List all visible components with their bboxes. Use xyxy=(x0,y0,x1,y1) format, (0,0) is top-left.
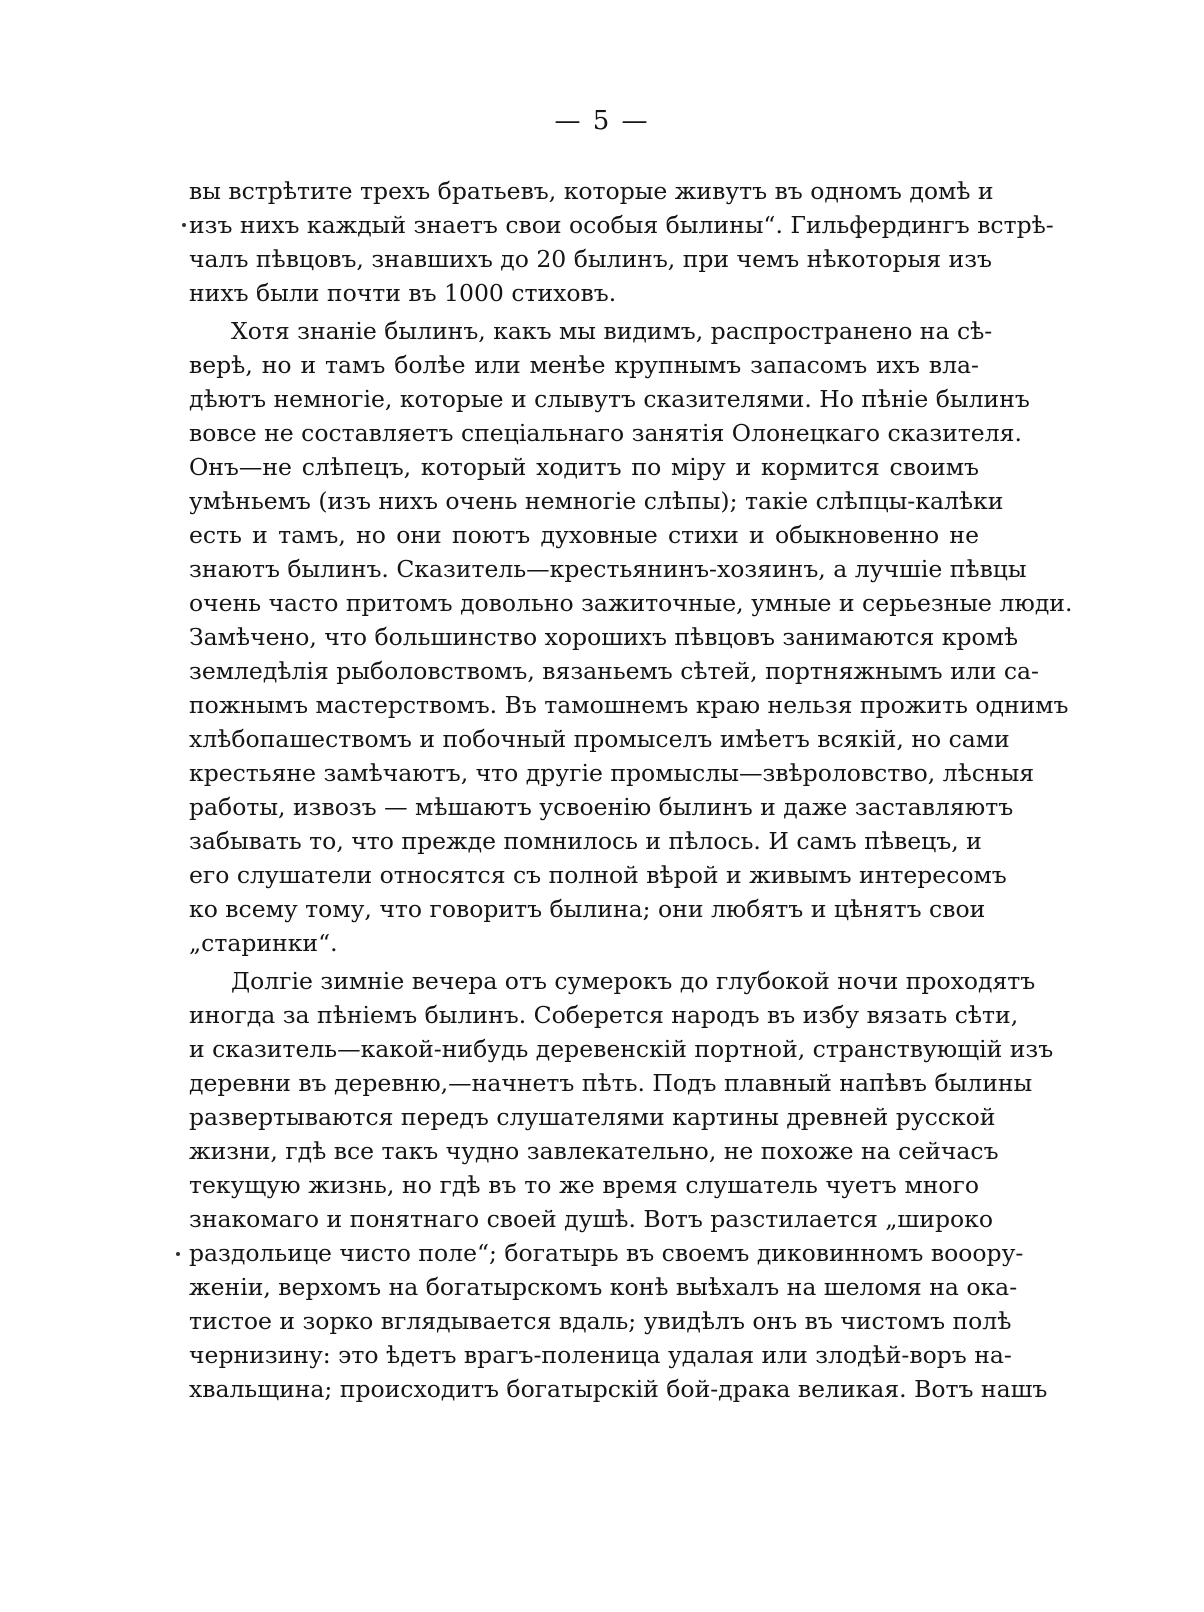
body-text xyxy=(189,174,1073,1406)
text-line: хлѣбопашествомъ и побочный промыселъ имѣетъ всякій, но сами xyxy=(189,725,1010,753)
text-line: „старинки“. xyxy=(189,929,338,957)
text-line: верѣ, но и тамъ болѣе или менѣе крупнымъ запасомъ ихъ вла- xyxy=(189,351,979,379)
text-line: жизни, гдѣ все такъ чудно завлекательно, не похоже на сейчасъ xyxy=(189,1137,999,1165)
text-line: раздольице чисто поле“; богатырь въ своемъ диковинномъ вооору- xyxy=(189,1239,1024,1267)
text-line: вовсе не составляетъ спеціальнаго занятія Олонецкаго сказителя. xyxy=(189,419,1022,447)
text-line: земледѣлія рыболовствомъ, вязаньемъ сѣтей, портняжнымъ или са- xyxy=(189,657,1039,685)
text-line: Хотя знаніе былинъ, какъ мы видимъ, распространено на сѣ- xyxy=(231,317,993,345)
text-line: деревни въ деревню,—начнетъ пѣть. Подъ плавный напѣвъ былины xyxy=(189,1069,1033,1097)
text-line: знаютъ былинъ. Сказитель—крестьянинъ-хозяинъ, а лучшіе пѣвцы xyxy=(189,555,1027,583)
text-line: хвальщина; происходитъ богатырскій бой-драка великая. Вотъ нашъ xyxy=(189,1375,1048,1403)
text-line: его слушатели относятся съ полной вѣрой и живымъ интересомъ xyxy=(189,861,1007,889)
paragraph xyxy=(189,964,1054,1406)
text-line: чалъ пѣвцовъ, знавшихъ до 20 былинъ, при чемъ нѣкоторыя изъ xyxy=(189,245,992,273)
text-line: крестьяне замѣчаютъ, что другіе промыслы—звѣроловство, лѣсныя xyxy=(189,759,1035,787)
text-line: чернизину: это ѣдетъ врагъ-поленица удалая или злодѣй-воръ на- xyxy=(189,1341,1012,1369)
text-line: женіи, верхомъ на богатырскомъ конѣ выѣхалъ на шеломя на ока- xyxy=(189,1273,1018,1301)
text-line: умѣньемъ (изъ нихъ очень немногіе слѣпы); такіе слѣпцы-калѣки xyxy=(189,487,1004,515)
text-line: вы встрѣтите трехъ братьевъ, которые живутъ въ одномъ домѣ и xyxy=(189,177,994,205)
margin-speck xyxy=(182,223,186,227)
text-line: Онъ—не слѣпецъ, который ходитъ по міру и кормится своимъ xyxy=(189,453,979,481)
text-line: текущую жизнь, но гдѣ въ то же время слушатель чуетъ много xyxy=(189,1171,979,1199)
text-line: ко всему тому, что говоритъ былина; они любятъ и цѣнятъ свои xyxy=(189,895,986,923)
text-line: иногда за пѣніемъ былинъ. Соберется народъ въ избу вязать сѣти, xyxy=(189,1001,1019,1029)
text-line: изъ нихъ каждый знаетъ свои особыя былины“. Гильфердингъ встрѣ- xyxy=(189,211,1054,239)
paragraph xyxy=(189,314,1073,960)
text-line: есть и тамъ, но они поютъ духовные стихи и обыкновенно не xyxy=(189,521,979,549)
text-line: нихъ были почти въ 1000 стиховъ. xyxy=(189,279,617,307)
text-line: знакомаго и понятнаго своей душѣ. Вотъ разстилается „широко xyxy=(189,1205,993,1233)
text-line: забывать то, что прежде помнилось и пѣлось. И самъ пѣвецъ, и xyxy=(189,827,982,855)
text-line: дѣютъ немногіе, которые и слывутъ сказителями. Но пѣніе былинъ xyxy=(189,385,1030,413)
text-line: и сказитель—какой-нибудь деревенскій портной, странствующій изъ xyxy=(189,1035,1054,1063)
text-line: Долгіе зимніе вечера отъ сумерокъ до глубокой ночи проходятъ xyxy=(231,967,1036,995)
text-line: тистое и зорко вглядывается вдаль; увидѣлъ онъ въ чистомъ полѣ xyxy=(189,1307,1012,1335)
text-line: развертываются передъ слушателями картины древней русской xyxy=(189,1103,996,1131)
margin-speck xyxy=(176,1252,180,1256)
paragraph xyxy=(189,174,1054,310)
text-line: работы, извозъ — мѣшаютъ усвоенію былинъ и даже заставляютъ xyxy=(189,793,1014,821)
text-line: Замѣчено, что большинство хорошихъ пѣвцовъ занимаются кромѣ xyxy=(189,623,1019,651)
text-line: пожнымъ мастерствомъ. Въ тамошнемъ краю нельзя прожить однимъ xyxy=(189,691,1069,719)
text-line: очень часто притомъ довольно зажиточные, умные и серьезные люди. xyxy=(189,589,1073,617)
page-number: — 5 — xyxy=(554,106,650,136)
